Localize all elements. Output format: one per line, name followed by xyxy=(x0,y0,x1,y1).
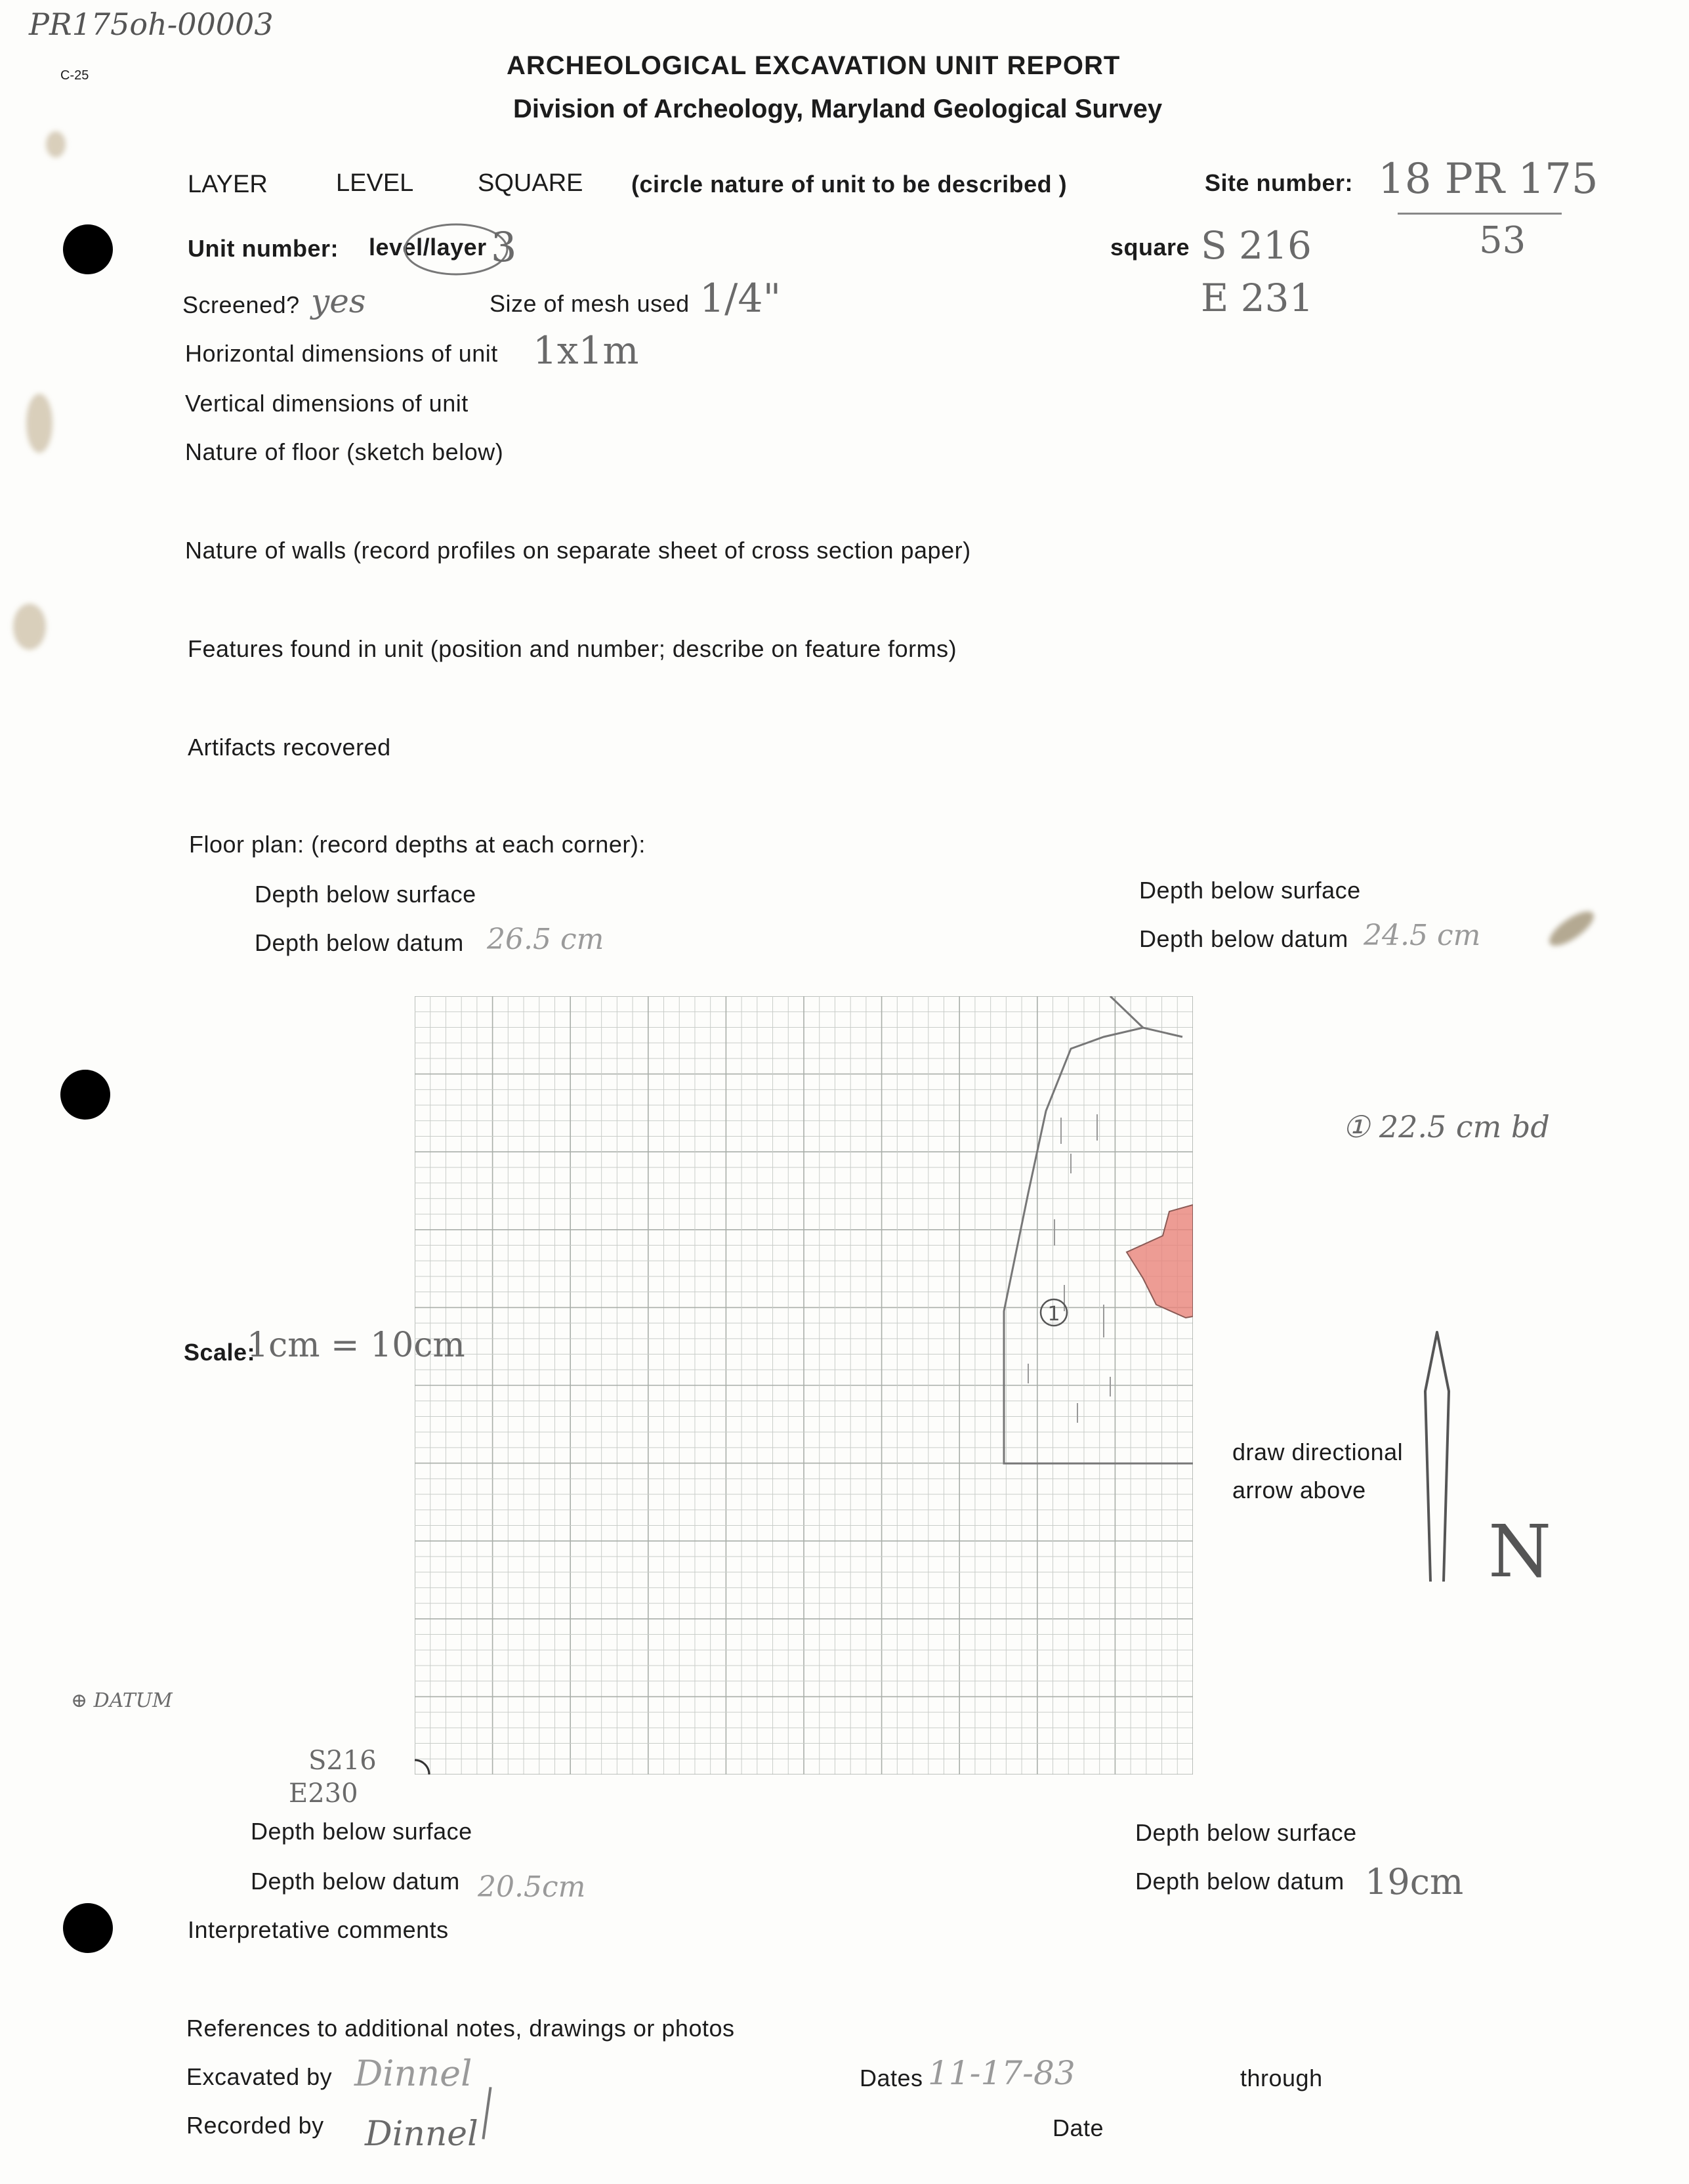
square-value-east[interactable]: E 231 xyxy=(1201,276,1314,320)
top-right-surface-label: Depth below surface xyxy=(1139,877,1361,904)
vertical-dimensions-label: Vertical dimensions of unit xyxy=(185,390,469,417)
unit-type-square[interactable]: SQUARE xyxy=(478,169,583,197)
through-label: through xyxy=(1240,2065,1323,2091)
feature-depth-note[interactable]: ① 22.5 cm bd xyxy=(1343,1109,1550,1144)
paper-stain xyxy=(26,394,52,453)
datum-note: ⊕ DATUM xyxy=(71,1689,173,1712)
horizontal-dimensions-label: Horizontal dimensions of unit xyxy=(185,340,498,367)
floor-plan-label: Floor plan: (record depths at each corner): xyxy=(189,831,646,858)
screened-label: Screened? xyxy=(182,291,300,318)
date-label: Date xyxy=(1053,2114,1104,2141)
scale-value[interactable]: 1cm = 10cm xyxy=(247,1326,465,1365)
scale-label: Scale: xyxy=(184,1339,256,1366)
dates-value[interactable]: 11-17-83 xyxy=(928,2054,1075,2092)
direction-label-line1: draw directional xyxy=(1232,1438,1404,1465)
unit-number-value[interactable]: 3 xyxy=(491,223,517,271)
top-right-datum-value[interactable]: 24.5 cm xyxy=(1364,919,1481,952)
recorded-by-value[interactable]: Dinnel xyxy=(365,2114,478,2154)
binder-hole-middle xyxy=(60,1070,110,1120)
bottom-right-datum-label: Depth below datum xyxy=(1135,1868,1345,1895)
floor-nature-label: Nature of floor (sketch below) xyxy=(185,438,504,465)
screened-value[interactable]: yes xyxy=(311,282,366,320)
paper-stain xyxy=(1545,906,1599,952)
top-left-datum-value[interactable]: 26.5 cm xyxy=(487,923,604,956)
binder-hole-bottom xyxy=(63,1903,113,1953)
excavated-by-value[interactable]: Dinnel xyxy=(354,2053,472,2094)
paper-stain xyxy=(46,131,66,158)
feature-1-area[interactable] xyxy=(1127,1205,1193,1318)
site-number-label: Site number: xyxy=(1205,169,1354,196)
bottom-left-datum-value[interactable]: 20.5cm xyxy=(478,1870,586,1904)
mesh-value[interactable]: 1/4" xyxy=(699,276,782,322)
site-number-underline xyxy=(1398,213,1562,215)
bottom-right-datum-value[interactable]: 19cm xyxy=(1365,1861,1464,1902)
dates-label: Dates xyxy=(860,2065,923,2091)
top-right-datum-label: Depth below datum xyxy=(1139,925,1348,952)
bottom-right-surface-label: Depth below surface xyxy=(1135,1819,1357,1846)
horizontal-dimensions-value[interactable]: 1x1m xyxy=(533,328,639,373)
artifacts-label: Artifacts recovered xyxy=(188,734,391,761)
feature-marker-number: 1 xyxy=(1047,1303,1060,1326)
form-code: C-25 xyxy=(60,68,89,83)
north-letter: N xyxy=(1488,1509,1552,1593)
bottom-left-corner-south[interactable]: S216 xyxy=(308,1746,377,1776)
square-label: square xyxy=(1110,234,1190,261)
floor-plan-grid[interactable] xyxy=(415,996,1193,1774)
unit-type-layer[interactable]: LAYER xyxy=(188,171,268,198)
site-number-value[interactable]: 18 PR 175 xyxy=(1378,155,1598,203)
unit-type-text: level/layer xyxy=(369,234,487,261)
excavated-by-label: Excavated by xyxy=(186,2063,333,2090)
unit-number-label: Unit number: xyxy=(188,235,339,262)
signature-stroke xyxy=(482,2087,491,2139)
recorded-by-label: Recorded by xyxy=(186,2112,324,2139)
bottom-left-datum-label: Depth below datum xyxy=(251,1868,460,1895)
report-title: ARCHEOLOGICAL EXCAVATION UNIT REPORT xyxy=(507,51,1121,80)
top-left-datum-label: Depth below datum xyxy=(255,929,464,956)
mesh-label: Size of mesh used xyxy=(490,290,690,317)
site-number-sub-value[interactable]: 53 xyxy=(1479,219,1526,262)
references-label: References to additional notes, drawings or photos xyxy=(186,2015,735,2042)
report-subtitle: Division of Archeology, Maryland Geological Survey xyxy=(513,94,1163,123)
paper-stain xyxy=(13,604,46,650)
top-left-surface-label: Depth below surface xyxy=(255,881,476,908)
unit-type-level[interactable]: LEVEL xyxy=(336,169,414,197)
unit-type-instruction: (circle nature of unit to be described ) xyxy=(631,171,1068,198)
walls-nature-label: Nature of walls (record profiles on separate sheet of cross section paper) xyxy=(185,537,971,564)
datum-symbol xyxy=(415,1760,429,1774)
bottom-left-corner-east[interactable]: E230 xyxy=(289,1778,358,1809)
square-value-south[interactable]: S 216 xyxy=(1201,223,1312,268)
binder-hole-top xyxy=(63,224,113,274)
document-id: PR175oh-00003 xyxy=(29,7,274,42)
direction-label-line2: arrow above xyxy=(1232,1477,1366,1503)
bottom-left-surface-label: Depth below surface xyxy=(251,1818,472,1845)
interpretative-comments-label: Interpretative comments xyxy=(188,1916,449,1943)
features-label: Features found in unit (position and number; describe on feature forms) xyxy=(188,635,957,662)
